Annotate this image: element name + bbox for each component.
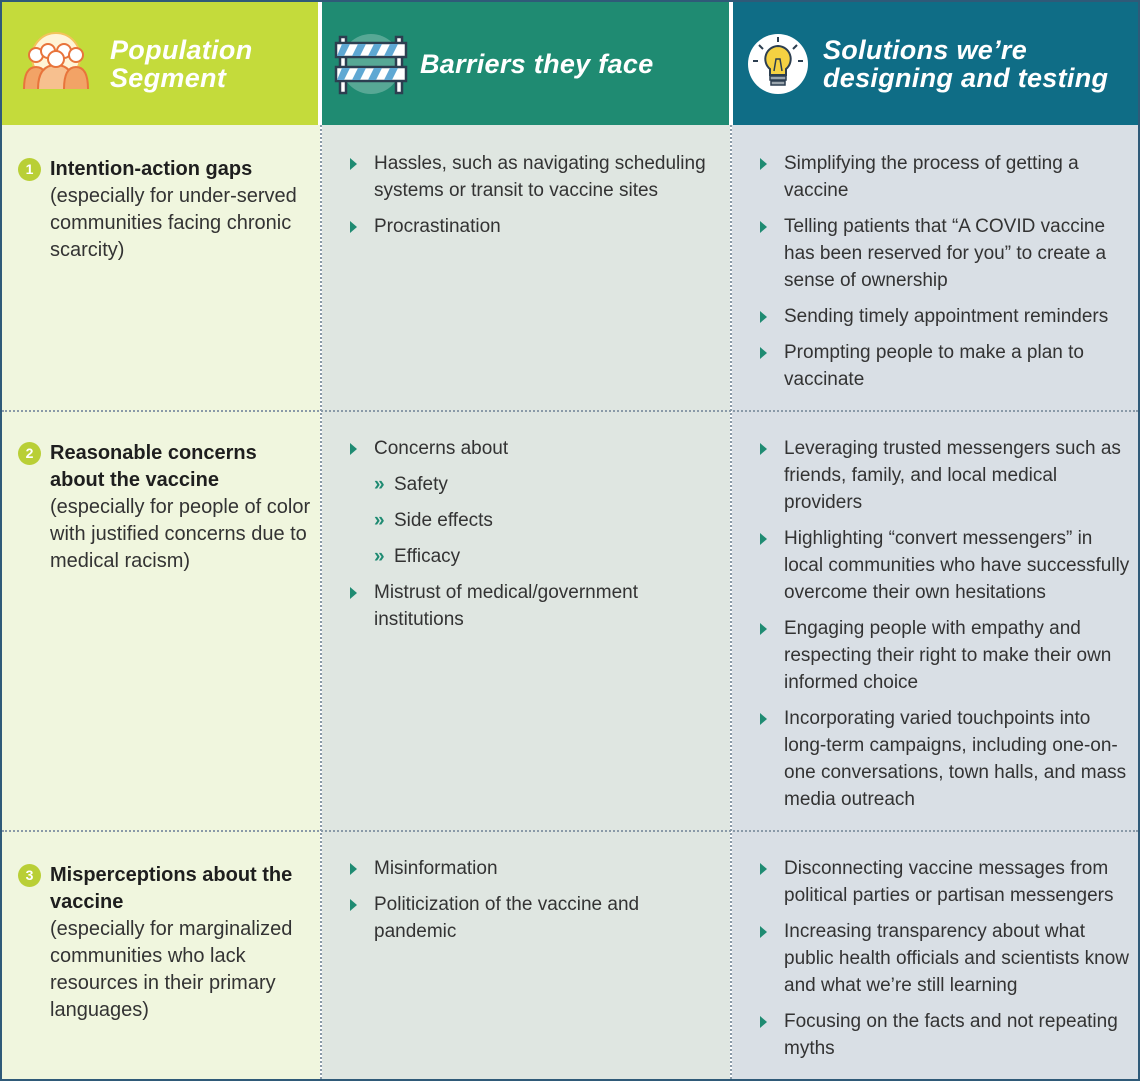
double-chevron-icon: » xyxy=(374,546,385,567)
bullet-arrow-icon xyxy=(760,926,767,938)
double-chevron-icon: » xyxy=(374,474,385,495)
bullet-arrow-icon xyxy=(760,713,767,725)
bullet-arrow-icon xyxy=(760,158,767,170)
segment-number-badge: 1 xyxy=(18,158,41,181)
segment-cell xyxy=(18,156,314,264)
list-item: Disconnecting vaccine messages from political parties or partisan messengers xyxy=(756,855,1134,909)
column-divider xyxy=(320,125,322,1079)
solutions-list xyxy=(756,150,1134,402)
segment-title: Intention-action gaps xyxy=(50,158,253,180)
header-title-line: Solutions we’re xyxy=(823,34,1028,65)
segment-title: Reasonable concerns about the vaccine xyxy=(50,442,257,491)
solutions-list xyxy=(756,855,1134,1071)
list-item: Simplifying the process of getting a vaccine xyxy=(756,150,1134,204)
table-header xyxy=(2,2,1138,125)
list-item: Incorporating varied touchpoints into long-term campaigns, including one-on-one conversations, town halls, and mass media outreach xyxy=(756,705,1134,813)
segment-description: (especially for marginalized communities who lack resources in their primary languages) xyxy=(50,918,293,1021)
list-item: Focusing on the facts and not repeating myths xyxy=(756,1008,1134,1062)
barriers-list xyxy=(346,855,716,954)
bullet-arrow-icon xyxy=(760,347,767,359)
sub-list-item: » Safety xyxy=(374,471,716,498)
list-item: Hassles, such as navigating scheduling systems or transit to vaccine sites xyxy=(346,150,716,204)
list-item: Politicization of the vaccine and pandemic xyxy=(346,891,716,945)
lightbulb-icon xyxy=(745,31,811,97)
list-item: Highlighting “convert messengers” in local communities who have successfully overcome their own hesitations xyxy=(756,525,1134,606)
list-item: Misinformation xyxy=(346,855,716,882)
header-barriers xyxy=(322,2,729,125)
header-solutions xyxy=(733,2,1138,125)
header-title-barriers: Barriers they face xyxy=(420,48,654,79)
bullet-arrow-icon xyxy=(350,158,357,170)
segment-cell xyxy=(18,862,314,1024)
bullet-arrow-icon xyxy=(350,587,357,599)
header-title-line: Segment xyxy=(110,62,227,93)
barriers-list xyxy=(346,150,716,249)
header-title-population xyxy=(110,36,252,92)
list-item: Leveraging trusted messengers such as friends, family, and local medical providers xyxy=(756,435,1134,516)
header-title-solutions xyxy=(823,36,1108,92)
bullet-arrow-icon xyxy=(760,221,767,233)
list-item: Telling patients that “A COVID vaccine has been reserved for you” to create a sense of ownership xyxy=(756,213,1134,294)
segment-title: Misperceptions about the vaccine xyxy=(50,864,293,913)
sub-list-item: » Efficacy xyxy=(374,543,716,570)
list-item: Mistrust of medical/government institutions xyxy=(346,579,716,633)
bullet-arrow-icon xyxy=(350,863,357,875)
road-barrier-icon xyxy=(334,29,408,99)
bullet-arrow-icon xyxy=(760,1016,767,1028)
bullet-arrow-icon xyxy=(760,533,767,545)
row-divider xyxy=(2,410,1138,412)
segment-cell xyxy=(18,440,314,575)
list-item: Sending timely appointment reminders xyxy=(756,303,1134,330)
header-title-line: Population xyxy=(110,34,253,65)
double-chevron-icon: » xyxy=(374,510,385,531)
row-divider xyxy=(2,830,1138,832)
bullet-arrow-icon xyxy=(350,443,357,455)
column-divider xyxy=(730,125,732,1079)
sub-list-item: » Side effects xyxy=(374,507,716,534)
bullet-arrow-icon xyxy=(760,311,767,323)
solutions-list xyxy=(756,435,1134,822)
people-group-icon xyxy=(16,29,96,99)
header-title-line: designing and testing xyxy=(823,62,1109,93)
list-item: Engaging people with empathy and respecting their right to make their own informed choice xyxy=(756,615,1134,696)
bullet-arrow-icon xyxy=(760,623,767,635)
bullet-arrow-icon xyxy=(760,443,767,455)
bullet-arrow-icon xyxy=(350,221,357,233)
barriers-list xyxy=(346,435,716,642)
segment-number-badge: 3 xyxy=(18,864,41,887)
list-item: Prompting people to make a plan to vaccinate xyxy=(756,339,1134,393)
list-item: Concerns about » Safety » Side effects » Efficacy xyxy=(346,435,716,570)
segment-description: (especially for people of color with justified concerns due to medical racism) xyxy=(50,496,311,572)
bullet-arrow-icon xyxy=(350,899,357,911)
bullet-arrow-icon xyxy=(760,863,767,875)
list-item: Increasing transparency about what public health officials and scientists know and what we’re still learning xyxy=(756,918,1134,999)
barrier-sublist xyxy=(374,471,716,570)
segment-number-badge: 2 xyxy=(18,442,41,465)
list-item: Procrastination xyxy=(346,213,716,240)
segment-description: (especially for under-served communities facing chronic scarcity) xyxy=(50,185,297,261)
header-population-segment xyxy=(2,2,318,125)
